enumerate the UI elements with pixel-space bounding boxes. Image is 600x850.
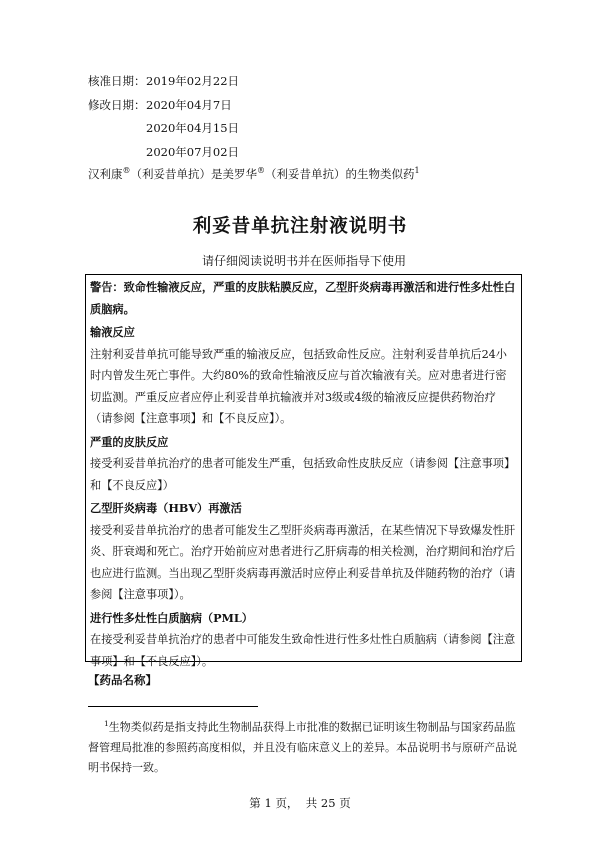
revision-date-row <box>88 117 239 141</box>
product-name: 汉利康 <box>88 167 123 181</box>
footnote-mark: 1 <box>104 719 109 728</box>
revision-date-row <box>88 94 239 118</box>
warning-section-body: 注射利妥昔单抗可能导致严重的输液反应，包括致命性反应。注射利妥昔单抗后24小时内曾发生死亡事件。大约80%的致命性输液反应与首次输液有关。应对患者进行密切监测。严重反应者应停止利妥昔单抗输液并对3级或4级的输液反应提供药物治疗（请参阅【注意事项】和【不良反应】）。 <box>90 347 507 425</box>
page-middle: 页， 共 <box>275 796 318 810</box>
date-label: 修改日期： <box>88 97 146 112</box>
footnote-divider <box>88 706 258 707</box>
warning-section-title: 输液反应 <box>90 325 135 339</box>
page-prefix: 第 <box>249 796 261 810</box>
warning-section-title: 严重的皮肤反应 <box>90 434 169 449</box>
date-value: 2020年07月02日 <box>146 144 240 159</box>
document-subtitle: 请仔细阅读说明书并在医师指导下使用 <box>201 254 406 268</box>
warning-section-title: 乙型肝炎病毒（HBV）再激活 <box>90 501 242 515</box>
date-value: 2020年04月15日 <box>146 121 240 135</box>
footnote <box>88 714 520 778</box>
warning-section-body: 接受利妥昔单抗治疗的患者可能发生乙型肝炎病毒再激活，在某些情况下导致爆发性肝炎、肝衰竭和死亡。治疗开始前应对患者进行乙肝病毒的相关检测，治疗期间和治疗后也应进行监测。当出现乙型肝炎病毒再激活时应停止利妥昔单抗及伴随药物的治疗（请参阅【注意事项】）。 <box>90 523 516 601</box>
date-label: 核准日期： <box>88 74 146 88</box>
page-total: 25 <box>320 796 336 810</box>
page-suffix: 页 <box>339 796 351 810</box>
page-current: 1 <box>264 796 272 810</box>
page-number <box>0 795 600 811</box>
biosimilar-statement <box>88 166 420 182</box>
statement-text: （利妥昔单抗）的生物类似药 <box>265 167 415 181</box>
warning-section-body: 在接受利妥昔单抗治疗的患者中可能发生致命性进行性多灶性白质脑病（请参阅【注意事项】和【不良反应】）。 <box>90 633 516 668</box>
registered-mark: ® <box>122 166 131 176</box>
drug-name-heading: 【药品名称】 <box>88 673 157 687</box>
statement-text: （利妥昔单抗）是美罗华 <box>130 167 257 181</box>
warning-section-body: 接受利妥昔单抗治疗的患者可能发生严重，包括致命性皮肤反应（请参阅【注意事项】和【不良反应】） <box>90 457 516 492</box>
date-value: 2019年02月22日 <box>146 74 240 88</box>
document-title: 利妥昔单抗注射液说明书 <box>192 216 408 237</box>
warning-section-title: 进行性多灶性白质脑病（PML） <box>90 610 253 625</box>
warning-heading: 警告：致命性输液反应，严重的皮肤粘膜反应，乙型肝炎病毒再激活和进行性多灶性白质脑病。 <box>90 280 516 316</box>
registered-mark: ® <box>257 166 265 176</box>
revision-date-row <box>88 141 239 165</box>
revision-dates <box>88 70 239 164</box>
approval-date-row <box>88 70 239 94</box>
footnote-text: 生物类似药是指支持此生物制品获得上市批准的数据已证明该生物制品与国家药品监督管理局批准的参照药高度相似，并且没有临床意义上的差异。本品说明书与原研产品说明书保持一致。 <box>88 720 517 774</box>
footnote-ref: 1 <box>414 166 420 176</box>
date-value: 2020年04月7日 <box>146 97 232 112</box>
boxed-warning <box>85 274 522 668</box>
